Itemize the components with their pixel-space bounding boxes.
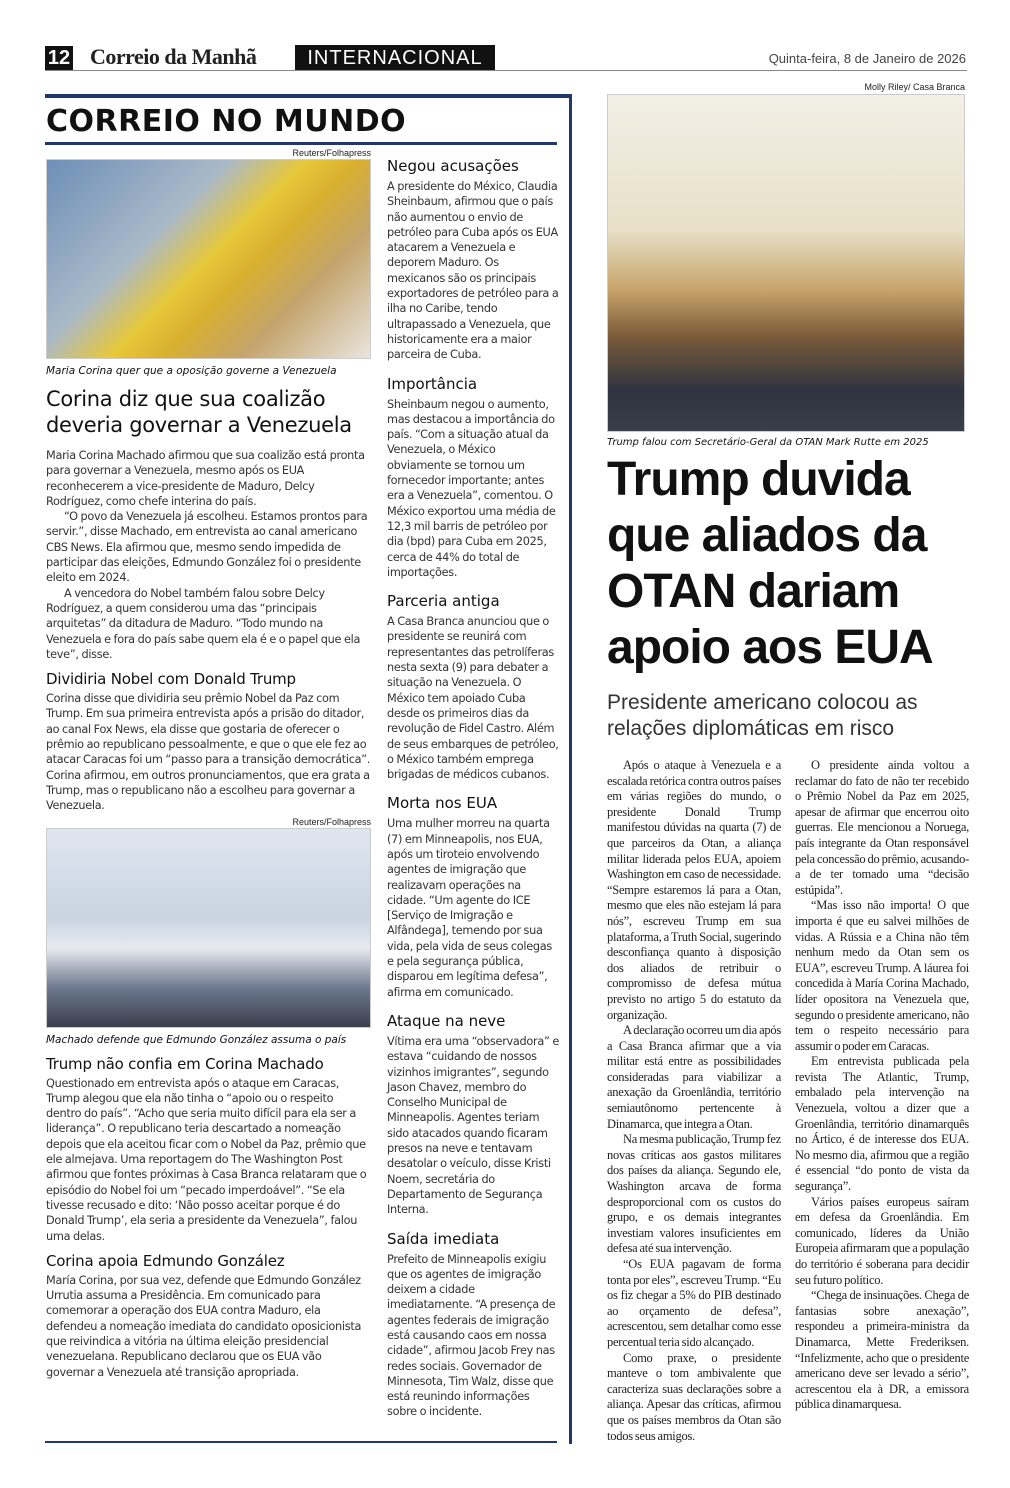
brief-title: Saída imediata bbox=[387, 1229, 500, 1248]
issue-date: Quinta-feira, 8 de Janeiro de 2026 bbox=[768, 51, 966, 66]
subhead: Dividiria Nobel com Donald Trump bbox=[46, 670, 296, 689]
brief-title: Parceria antiga bbox=[387, 592, 500, 611]
subhead: Corina apoia Edmundo González bbox=[46, 1251, 285, 1270]
main-subtitle: Presidente americano colocou as relações diplomáticas em risco bbox=[607, 691, 918, 740]
article-intro bbox=[46, 448, 371, 662]
subhead: Trump não confia em Corina Machado bbox=[46, 1054, 324, 1073]
brief-text: Prefeito de Minneapolis exigiu que os agentes de imigração deixem a cidade imediatamente. “A presença de agentes federais de imigração está causando caos em nossa cidade”, afirmou Jacob Frey nas redes sociais. Governador de Minnesota, Tim Walz, disse que está reunindo informações sobre o incidente. bbox=[387, 1252, 556, 1419]
paragraph: Maria Corina Machado afirmou que sua coalizão está pronta para governar a Venezuela, mesmo após os EUA reconhecerem a vice-presidente de Maduro, Delcy Rodríguez, como chefe interina do país. bbox=[46, 449, 365, 508]
paragraph: María Corina, por sua vez, defende que Edmundo González Urrutia assuma a Presidência. Em comunicado para comemorar a operação dos EUA contra Maduro, ela defendeu a nomeação imediata do candidato oposicionista que reivindica a vitória na última eleição presidencial venezuelana. Republicano declarou que os EUA vão governar a Venezuela até transição apropriada. bbox=[46, 1273, 362, 1379]
paragraph: Na mesma publicação, Trump fez novas críticas aos gastos militares dos países da aliança. Segundo ele, Washington arcava de forma desproporcional com os custos do grupo, e os demais integrantes investiam valores insuficientes em defesa até sua intervenção. bbox=[607, 1132, 781, 1256]
main-headline: Trump duvida que aliados da OTAN dariam apoio aos EUA bbox=[607, 453, 933, 674]
briefs-column bbox=[387, 157, 559, 1432]
paragraph: Como praxe, o presidente manteve o tom ambivalente que caracteriza suas declarações sobre a aliança. Apesar das críticas, afirmou que os países membros da Otan são todos seus amigos. bbox=[607, 1350, 781, 1443]
section-label: INTERNACIONAL bbox=[295, 45, 495, 71]
paragraph: “Os EUA pagavam de forma tonta por eles”, escreveu Trump. “Eu os fiz chegar a 5% do PIB destinado ao orçamento de defesa”, acrescentou, sem detalhar como esse percentual teria sido alcançado. bbox=[607, 1257, 781, 1349]
main-article bbox=[607, 452, 969, 1444]
brief-text: Sheinbaum negou o aumento, mas destacou a importância do país. “Com a situação atual da Venezuela, o México obviamente se tornou um fornecedor importante; antes era a Venezuela”, comentou. O México exportou uma média de 12,3 mil barris de petróleo por dia (bpd) para Cuba em 2025, cerca de 44% do total de importações. bbox=[387, 397, 556, 579]
photo-maria-corina bbox=[46, 159, 371, 359]
paragraph: Corina disse que dividiria seu prêmio Nobel da Paz com Trump. Em sua primeira entrevista após a prisão do ditador, ao canal Fox News, ela disse que gostaria de oferecer o prêmio ao republicano pessoalmente, e que o que ele fez ao atacar Caracas foi um “passo para a transição democrática”. Corina afirmou, em outros pronunciamentos, que era grata a Trump, mas o republicano não a escolheu para governar a Venezuela. bbox=[46, 692, 371, 813]
newspaper-logo: Correio da Manhã bbox=[90, 44, 257, 69]
paragraph: “Mas isso não importa! O que importa é que eu salvei milhões de vidas. A Rússia e a China não têm nenhum medo da Otan sem os EUA”, escreveu Trump. A láurea foi concedida à María Corina Machado, líder opositora na Venezuela que, segundo o presidente americano, não tem o respeito necessário para assumir o poder em Caracas. bbox=[795, 898, 969, 1053]
box-right-rule bbox=[569, 94, 572, 1444]
header-divider bbox=[45, 70, 967, 71]
brief-text: A Casa Branca anunciou que o presidente se reunirá com representantes das petrolíferas nesta sexta (9) para debater a situação na Venezuela. O México tem apoiado Cuba desde os primeiros dias da revolução de Fidel Castro. Além de seus embarques de petróleo, o México também emprega brigadas de médicos cubanos. bbox=[387, 615, 559, 782]
brief-title: Negou acusações bbox=[387, 157, 519, 175]
page-number: 12 bbox=[45, 46, 73, 71]
section-title-rule bbox=[45, 142, 557, 145]
article-headline: Corina diz que sua coalizão deveria governar a Venezuela bbox=[46, 387, 352, 437]
section-title: CORREIO NO MUNDO bbox=[46, 104, 407, 139]
photo-credit: Reuters/Folhapress bbox=[292, 148, 371, 158]
paragraph: Vários países europeus saíram em defesa da Groenlândia. Em comunicado, líderes da União Europeia afirmaram que a população do território é soberana para decidir seu futuro político. bbox=[795, 1194, 969, 1287]
photo-caption: Maria Corina quer que a oposição governe a Venezuela bbox=[46, 365, 337, 377]
brief-text: Uma mulher morreu na quarta (7) em Minneapolis, nos EUA, após um tiroteio envolvendo agentes de imigração que realizavam operações na cidade. “Um agente do ICE [Serviço de Imigração e Alfândega], temendo por sua vida, pela vida de seus colegas e pela segurança pública, disparou em legítima defesa”, afirma em comunicado. bbox=[387, 817, 552, 999]
box-bottom-rule bbox=[45, 1441, 557, 1443]
paragraph: “Chega de insinuações. Chega de fantasias sobre anexação”, respondeu a primeira-ministra da Dinamarca, Mette Frederiksen. “Infelizmente, acho que o presidente americano deve ser levado a sério”, acrescentou ela à DR, a emissora pública dinamarquesa. bbox=[795, 1288, 969, 1412]
paragraph: A declaração ocorreu um dia após a Casa Branca afirmar que a via militar está entre as possibilidades consideradas para viabilizar a anexação da Groenlândia, território semiautônomo pertencente à Dinamarca, que integra a Otan. bbox=[607, 1023, 781, 1131]
photo-credit: Reuters/Folhapress bbox=[292, 816, 371, 827]
brief-title: Ataque na neve bbox=[387, 1011, 506, 1030]
brief-text: A presidente do México, Claudia Sheinbaum, afirmou que o país não aumentou o envio de petróleo para Cuba após os EUA atacarem a Venezuela e deporem Maduro. Os mexicanos são os principais exportadores de petróleo para a ilha no Caribe, tendo ultrapassado a Venezuela, que historicamente era a maior parceira de Cuba. bbox=[387, 180, 559, 362]
brief-title: Morta nos EUA bbox=[387, 794, 498, 813]
paragraph: Questionado em entrevista após o ataque em Caracas, Trump alegou que ela não tinha o “apoio ou o respeito dentro do país”. “Acho que seria muito difícil para ela ser a liderança”. O republicano teria descartado a nomeação depois que ela aceitou ficar com o Nobel da Paz, prêmio que ele almejava. Uma reportagem do The Washington Post afirmou que fontes próximas à Casa Branca relataram que o episódio do Nobel foi um “pecado imperdoável”. “Se ela tivesse recusado e dito: ‘Não posso aceitar porque é do Donald Trump’, ela seria a presidente da Venezuela”, falou uma delas. bbox=[46, 1076, 367, 1243]
brief-text: Vítima era uma “observadora” e estava “cuidando de nossos vizinhos imigrantes”, segundo Jason Chavez, membro do Conselho Municipal de Minneapolis. Agentes teriam sido atacados quando ficaram presos na neve e tentavam desatolar o veículo, disse Kristi Noem, secretária do Departamento de Segurança Interna. bbox=[387, 1034, 559, 1217]
photo-oval-office bbox=[607, 94, 965, 432]
paragraph: O presidente ainda voltou a reclamar do fato de não ter recebido o Prêmio Nobel da Paz em 2025, apesar de afirmar que encerrou oito guerras. Ele mencionou a Noruega, país integrante da Otan responsável pela concessão do prêmio, acusando-a de ter tomado uma “decisão estúpida”. bbox=[795, 758, 969, 897]
main-article-body bbox=[607, 758, 969, 1444]
paragraph: Em entrevista publicada pela revista The Atlantic, Trump, embalado pela intervenção na Venezuela, voltou a dizer que a Groenlândia, território dinamarquês no Ártico, é de interesse dos EUA. No mesmo dia, afirmou que a região é essencial “do ponto de vista da segurança”. bbox=[795, 1054, 969, 1194]
photo-caption: Trump falou com Secretário-Geral da OTAN Mark Rutte em 2025 bbox=[607, 437, 929, 448]
photo-caption: Machado defende que Edmundo González assuma o país bbox=[46, 1033, 347, 1046]
photo-machado-gonzalez bbox=[46, 828, 371, 1028]
paragraph: Após o ataque à Venezuela e a escalada retórica contra outros países em várias regiões do mundo, o presidente Donald Trump manifestou dúvidas na quarta (7) de que parceiros da Otan, a aliança militar liderada pelos EUA, apoiem Washington em caso de necessidade. “Sempre estaremos lá para a Otan, mesmo que eles não estejam lá para nós”, escreveu Trump em sua plataforma, a Truth Social, sugerindo desconfiança quanto à disposição dos aliados de retribuir o compromisso de defesa mútua previsto no artigo 5 do estatuto da organização. bbox=[607, 758, 781, 1022]
photo-credit: Molly Riley/ Casa Branca bbox=[864, 82, 965, 92]
box-top-rule bbox=[45, 94, 572, 98]
brief-title: Importância bbox=[387, 374, 478, 393]
paragraph: “O povo da Venezuela já escolheu. Estamos prontos para servir.”, disse Machado, em entrevista ao canal americano CBS News. Ela afirmou que, mesmo sendo impedida de participar das eleições, Edmundo González foi o presidente eleito em 2024. bbox=[46, 510, 368, 585]
left-column bbox=[46, 147, 371, 1380]
paragraph: A vencedora do Nobel também falou sobre Delcy Rodríguez, a quem considerou uma das “principais arquitetas” da ditadura de Maduro. “Todo mundo na Venezuela e fora do país sabe quem ela é e o papel que ela teve”, disse. bbox=[46, 586, 361, 661]
